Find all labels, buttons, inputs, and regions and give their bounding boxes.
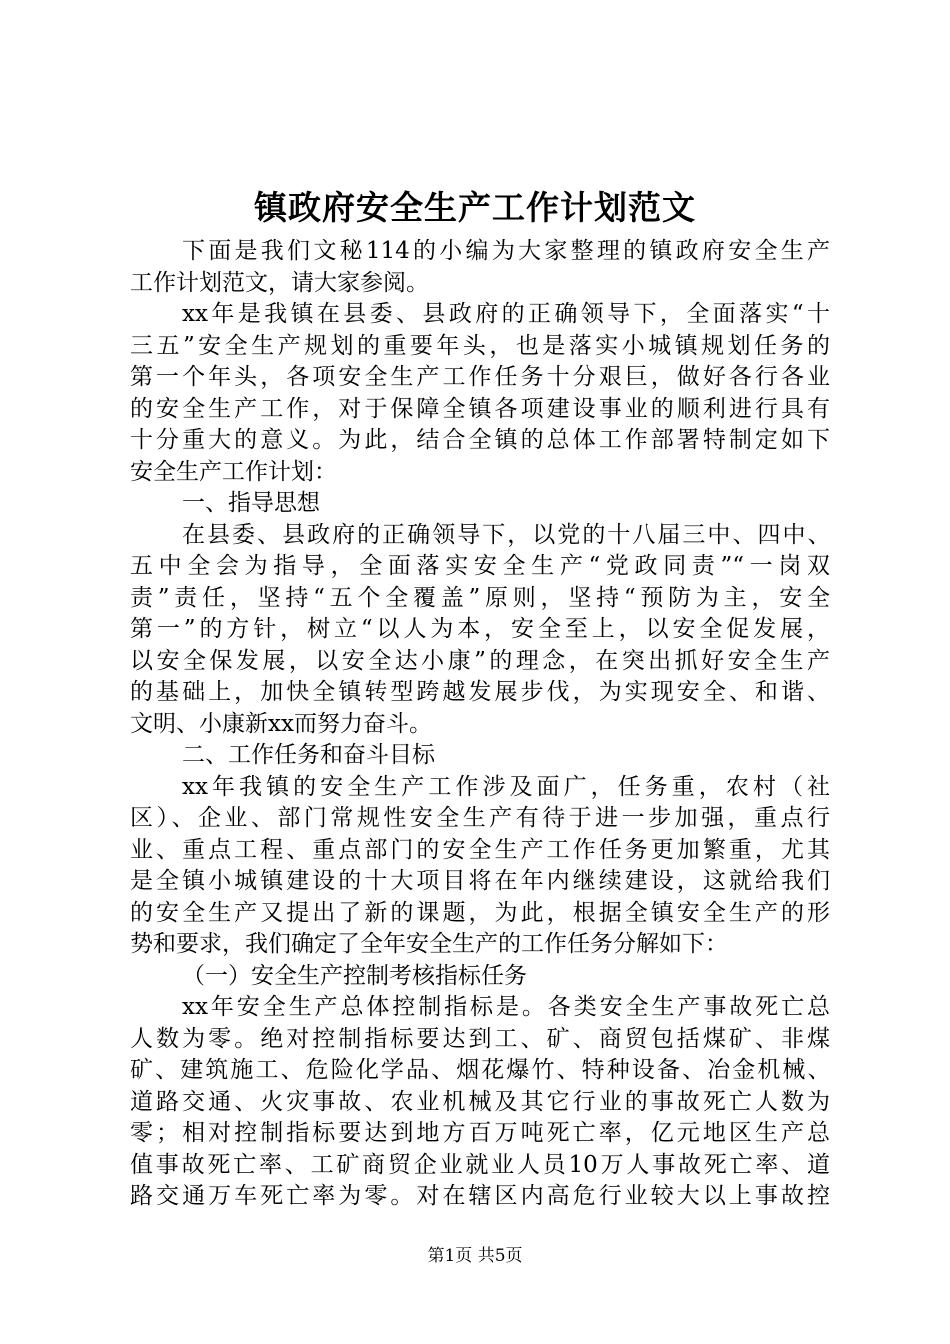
text-line: 矿、建筑施工、危险化学品、烟花爆竹、特种设备、冶金机械、 bbox=[130, 1057, 830, 1083]
text-line: 的安全生产又提出了新的课题，为此，根据全镇安全生产的形 bbox=[130, 899, 830, 926]
text-line: 五中全会为指导，全面落实安全生产“党政同责”“一岗双 bbox=[130, 553, 830, 579]
text-line: 零；相对控制指标要达到地方百万吨死亡率，亿元地区生产总 bbox=[130, 1120, 830, 1146]
section-heading: 一、指导思想 bbox=[182, 490, 320, 516]
text-line: 路交通万车死亡率为零。对在辖区内高危行业较大以上事故控 bbox=[130, 1183, 830, 1209]
text-line: xx年我镇的安全生产工作涉及面广，任务重，农村（社 bbox=[182, 773, 830, 800]
text-line: 工作计划范文，请大家参阅。 bbox=[130, 269, 429, 296]
text-line: 区）、企业、部门常规性安全生产有待于进一步加强，重点行 bbox=[130, 805, 830, 831]
text-line: 下面是我们文秘114的小编为大家整理的镇政府安全生产 bbox=[182, 238, 830, 264]
text-line: xx年是我镇在县委、县政府的正确领导下，全面落实“十 bbox=[182, 301, 830, 327]
document-body bbox=[130, 236, 830, 1213]
text-line: 十分重大的意义。为此，结合全镇的总体工作部署特制定如下 bbox=[130, 427, 830, 453]
text-line: 是全镇小城镇建设的十大项目将在年内继续建设，这就给我们 bbox=[130, 868, 830, 894]
document-title: 镇政府安全生产工作计划范文 bbox=[254, 188, 696, 227]
text-line: 业、重点工程、重点部门的安全生产工作任务更加繁重，尤其 bbox=[130, 836, 830, 863]
text-line: 第一个年头，各项安全生产工作任务十分艰巨，做好各行各业 bbox=[130, 364, 830, 390]
text-line: 值事故死亡率、工矿商贸企业就业人员10万人事故死亡率、道 bbox=[130, 1151, 830, 1178]
text-line: 文明、小康新xx而努力奋斗。 bbox=[130, 710, 432, 737]
text-line: 道路交通、火灾事故、农业机械及其它行业的事故死亡人数为 bbox=[130, 1088, 830, 1115]
page-footer: 第1页 共5页 bbox=[427, 1246, 523, 1266]
subsection-heading: （一）安全生产控制考核指标任务 bbox=[182, 962, 527, 989]
text-line: 安全生产工作计划： bbox=[130, 458, 337, 485]
section-heading: 二、工作任务和奋斗目标 bbox=[182, 742, 435, 768]
text-line: 三五”安全生产规划的重要年头，也是落实小城镇规划任务的 bbox=[130, 332, 830, 359]
text-line: 势和要求，我们确定了全年安全生产的工作任务分解如下： bbox=[130, 931, 728, 957]
text-line: 人数为零。绝对控制指标要达到工、矿、商贸包括煤矿、非煤 bbox=[130, 1025, 830, 1052]
text-line: 的基础上，加快全镇转型跨越发展步伐，为实现安全、和谐、 bbox=[130, 679, 830, 705]
text-line: 责”责任，坚持“五个全覆盖”原则，坚持“预防为主，安全 bbox=[130, 584, 830, 611]
text-line: 第一”的方针，树立“以人为本，安全至上，以安全促发展， bbox=[130, 616, 830, 642]
text-line: 的安全生产工作，对于保障全镇各项建设事业的顺利进行具有 bbox=[130, 395, 830, 422]
text-line: 以安全保发展，以安全达小康”的理念，在突出抓好安全生产 bbox=[130, 647, 830, 674]
text-line: 在县委、县政府的正确领导下，以党的十八届三中、四中、 bbox=[182, 521, 830, 548]
text-line: xx年安全生产总体控制指标是。各类安全生产事故死亡总 bbox=[182, 994, 830, 1020]
